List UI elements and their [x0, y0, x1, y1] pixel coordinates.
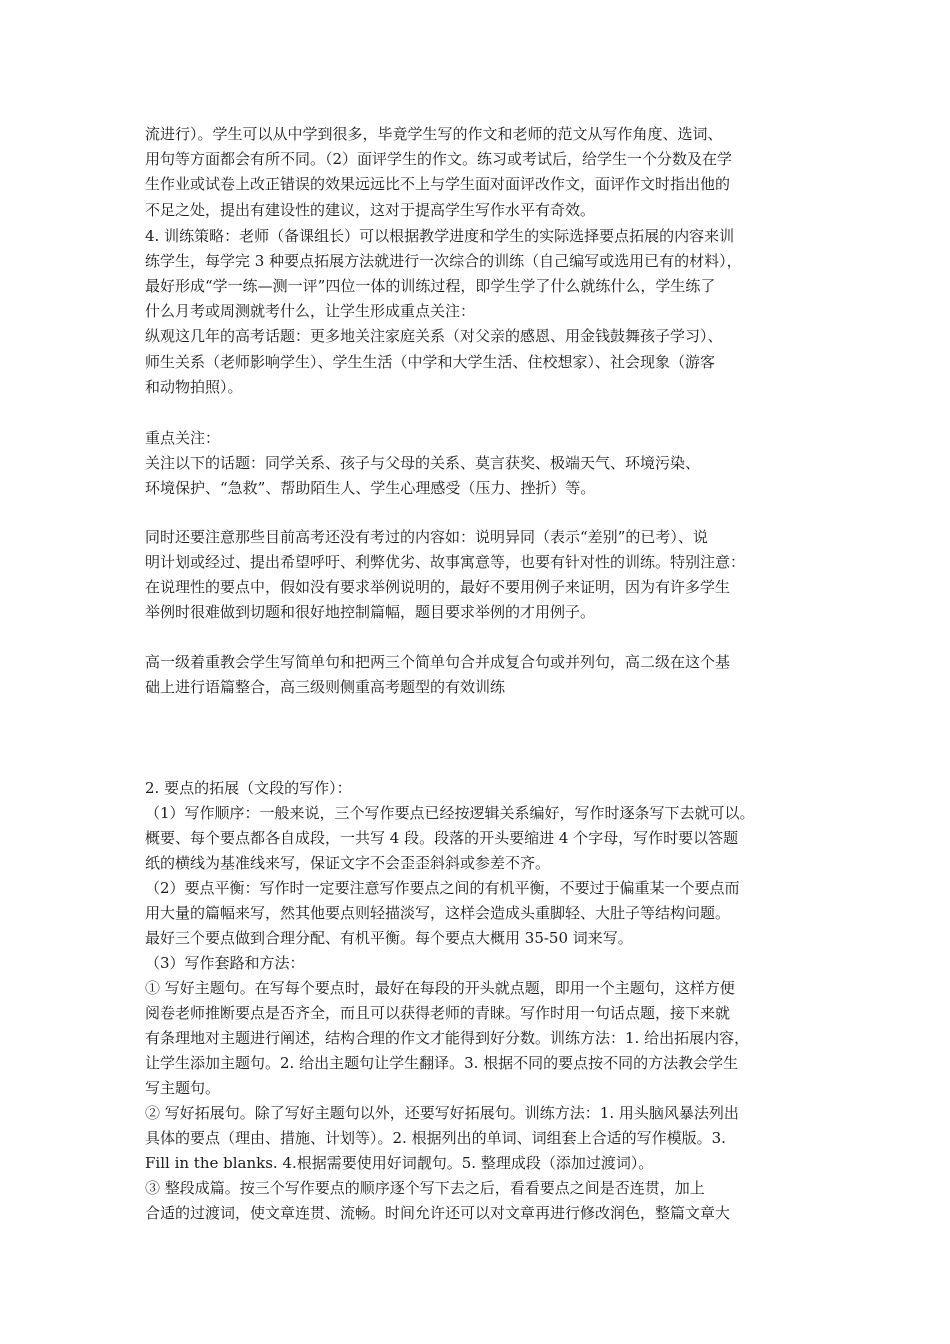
text-line: 生作业或试卷上改正错误的效果远远比不上与学生面对面评改作文，面评作文时指出他的 — [145, 175, 731, 193]
text-line: 和动物拍照）。 — [145, 378, 243, 396]
text-line: 高一级着重教会学生写简单句和把两三个简单句合并成复合句或并列句，高二级在这个基 — [145, 653, 731, 671]
text-line: 流进行）。学生可以从中学到很多，毕竟学生写的作文和老师的范文从写作角度、选词、 — [145, 125, 723, 143]
text-line: 合适的过渡词，使文章连贯、流畅。时间允许还可以对文章再进行修改润色，整篇文章大 — [145, 1204, 731, 1222]
text-line: 具体的要点（理由、措施、计划等）。2. 根据列出的单词、词组套上合适的写作模版。3. — [145, 1129, 726, 1147]
text-line: ② 写好拓展句。除了写好主题句以外，还要写好拓展句。训练方法：1. 用头脑风暴法列出 — [145, 1104, 739, 1122]
text-line: （1）写作顺序：一般来说，三个写作要点已经按逻辑关系编好，写作时逐条写下去就可以。 — [145, 804, 755, 822]
text-line: 最好三个要点做到合理分配、有机平衡。每个要点大概用 35-50 词来写。 — [145, 929, 633, 947]
text-line: 不足之处，提出有建设性的建议，这对于提高学生写作水平有奇效。 — [145, 201, 596, 219]
text-line: 师生关系（老师影响学生）、学生生活（中学和大学生活、住校想家）、社会现象（游客 — [145, 353, 716, 371]
text-line: 4. 训练策略：老师（备课组长）可以根据教学进度和学生的实际选择要点拓展的内容来训 — [145, 227, 735, 245]
text-line: 关注以下的话题：同学关系、孩子与父母的关系、莫言获奖、极端天气、环境污染、 — [145, 454, 701, 472]
text-line: ① 写好主题句。在写每个要点时，最好在每段的开头就点题，即用一个主题句，这样方便 — [145, 979, 735, 997]
text-line: 纵观这几年的高考话题：更多地关注家庭关系（对父亲的感恩、用金钱鼓舞孩子学习）、 — [145, 327, 723, 345]
text-line: 环境保护、“急救”、帮助陌生人、学生心理感受（压力、挫折）等。 — [145, 479, 596, 497]
section-heading: 2. 要点的拓展（文段的写作）： — [145, 779, 352, 797]
text-line: 让学生添加主题句。2. 给出主题句让学生翻译。3. 根据不同的要点按不同的方法教会学生 — [145, 1054, 739, 1072]
text-line: 阅卷老师推断要点是否齐全，而且可以获得老师的青睐。写作时用一句话点题，接下来就 — [145, 1004, 731, 1022]
text-line: Fill in the blanks. 4.根据需要使用好词靓句。5. 整理成段（添加过渡词）。 — [145, 1154, 654, 1172]
text-line: ③ 整段成篇。按三个写作要点的顺序逐个写下去之后，看看要点之间是否连贯，加上 — [145, 1179, 705, 1197]
text-line: 纸的横线为基准线来写，保证文字不会歪歪斜斜或参差不齐。 — [145, 854, 551, 872]
text-line: 有条理地对主题进行阐述，结构合理的作文才能得到好分数。训练方法：1. 给出拓展内容， — [145, 1029, 750, 1047]
text-line: 概要、每个要点都各自成段，一共写 4 段。段落的开头要缩进 4 个字母，写作时要以答题 — [145, 829, 739, 847]
text-line: 同时还要注意那些目前高考还没有考过的内容如：说明异同（表示“差别”的已考）、说 — [145, 528, 708, 546]
text-line: 明计划或经过、提出希望呼吁、利弊优劣、故事寓意等，也要有针对性的训练。特别注意： — [145, 553, 746, 571]
text-line: （2）要点平衡：写作时一定要注意写作要点之间的有机平衡，不要过于偏重某一个要点而 — [145, 879, 740, 897]
text-line: （3）写作套路和方法： — [145, 954, 305, 972]
text-line: 练学生，每学完 3 种要点拓展方法就进行一次综合的训练（自己编写或选用已有的材料）， — [145, 252, 742, 270]
text-line: 用句等方面都会有所不同。（2）面评学生的作文。练习或考试后，给学生一个分数及在学 — [145, 150, 733, 168]
text-line: 写主题句。 — [145, 1079, 221, 1097]
text-line: 用大量的篇幅来写，然其他要点则轻描淡写，这样会造成头重脚轻、大肚子等结构问题。 — [145, 904, 731, 922]
text-line: 什么月考或周测就考什么，让学生形成重点关注： — [145, 302, 476, 320]
text-line: 最好形成“学一练—测一评”四位一体的训练过程，即学生学了什么就练什么，学生练了 — [145, 277, 716, 295]
section-heading: 重点关注： — [145, 429, 221, 447]
text-line: 础上进行语篇整合，高三级则侧重高考题型的有效训练 — [145, 678, 506, 696]
text-line: 在说理性的要点中，假如没有要求举例说明的，最好不要用例子来证明，因为有许多学生 — [145, 578, 731, 596]
text-line: 举例时很难做到切题和很好地控制篇幅，题目要求举例的才用例子。 — [145, 603, 596, 621]
